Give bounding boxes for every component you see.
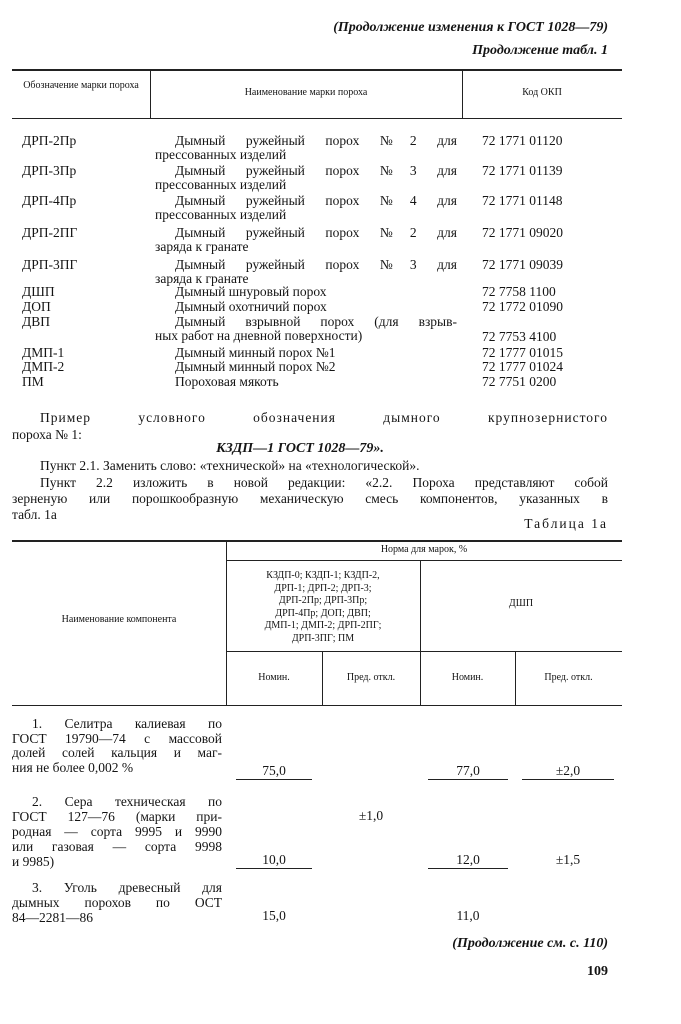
table-row-mark: ДВП [22, 314, 50, 329]
table-row-code: 72 1771 09039 [482, 257, 563, 272]
table-row-mark: ДРП-2Пр [22, 133, 77, 148]
table-row-name: Пороховая мякоть [175, 374, 279, 389]
header-norm: Норма для марок, % [380, 544, 468, 555]
table-row-code: 72 1777 01024 [482, 359, 563, 374]
table-row-code: 72 1771 01139 [482, 163, 563, 178]
header-group-1: КЗДП-0; КЗДП-1; КЗДП-2, ДРП-1; ДРП-2; ДРП-3; ДРП-2Пр; ДРП-3Пр; ДРП-4Пр; ДОП; ДВП; ДМП-1; ДМП-2; ДРП-2ПГ; ДРП-3ПГ; ПМ [264, 570, 382, 644]
component-row-3: 3. Уголь древесный для дымных порохов по ОСТ 84—2281—86 [12, 880, 222, 925]
table-row-mark: ДРП-4Пр [22, 193, 77, 208]
header-deviation-1: Пред. откл. [346, 672, 396, 683]
nominal-2-row-1: 77,0 [428, 763, 508, 780]
table-row-code: 72 1772 01090 [482, 299, 563, 314]
table-row-name: Дымный ружейный порох №2 для [175, 133, 457, 148]
component-row-1: 1. Селитра калиевая по ГОСТ 19790—74 с массовой долей солей кальция и маг- ния не более 0,002 % [12, 716, 222, 775]
table-row-mark: ДМП-1 [22, 345, 65, 360]
header-code: Код ОКП [522, 87, 562, 98]
table-row-name-cont: заряда к гранате [155, 271, 249, 286]
clause-2-2-line-3: табл. 1а [12, 507, 57, 522]
nominal-1-row-3: 15,0 [262, 908, 286, 923]
continued-note: (Продолжение см. с. 110) [452, 936, 608, 951]
table-row-name-cont: прессованных изделий [155, 207, 287, 222]
header-component: Наименование компонента [61, 614, 177, 625]
table-row-name-cont: прессованных изделий [155, 147, 287, 162]
table-row-name: Дымный охотничий порох [175, 299, 327, 314]
table-row-name-cont: прессованных изделий [155, 177, 287, 192]
deviation-2-row-2: ±1,5 [555, 852, 581, 867]
table-row-name: Дымный минный порох №1 [175, 345, 336, 360]
table-row-code: 72 1771 01148 [482, 193, 563, 208]
deviation-1-merged: ±1,0 [358, 808, 384, 823]
table-row-code: 72 7753 4100 [482, 329, 557, 344]
table-row-name: Дымный ружейный порох №2 для [175, 225, 457, 240]
header-designation: Обозначение марки пороха [23, 80, 139, 91]
nominal-1-row-1: 75,0 [236, 763, 312, 780]
clause-2-1: Пункт 2.1. Заменить слово: «технической» на «технологической». [40, 458, 420, 473]
table-row-name: Дымный ружейный порох №4 для [175, 193, 457, 208]
header-nominal-1: Номин. [258, 672, 290, 683]
table-row-code: 72 1771 01120 [482, 133, 563, 148]
nominal-1-row-2: 10,0 [236, 852, 312, 869]
table-row-mark: ДРП-3Пр [22, 163, 77, 178]
clause-2-2-line-1: Пункт 2.2 изложить в новой редакции: «2.2. Пороха представляют собой [40, 475, 608, 490]
table-continuation-label: Продолжение табл. 1 [472, 43, 608, 58]
table-row-name-cont: заряда к гранате [155, 239, 249, 254]
header-name: Наименование марки пороха [244, 87, 368, 98]
header-nominal-2: Номин. [451, 672, 484, 683]
table-row-mark: ДМП-2 [22, 359, 65, 374]
clause-2-2-line-2: зерненую или порошкообразную механическую смесь компонентов, указанных в [12, 491, 608, 506]
table-row-mark: ДОП [22, 299, 51, 314]
table-row-name: Дымный взрывной порох (для взрыв- [175, 314, 457, 329]
table-row-name: Дымный шнуровый порох [175, 284, 327, 299]
table-row-name: Дымный минный порох №2 [175, 359, 336, 374]
page-number: 109 [587, 964, 608, 979]
nominal-2-row-2: 12,0 [428, 852, 508, 869]
table-row-code: 72 7758 1100 [482, 284, 556, 299]
table-row-mark: ДРП-2ПГ [22, 225, 78, 240]
table-row-code: 72 1771 09020 [482, 225, 563, 240]
table-1a-label: Таблица 1а [524, 516, 608, 531]
component-row-2: 2. Сера техническая по ГОСТ 127—76 (марки при- родная — сорта 9995 и 9990 или газовая — сорта 9998 и 9985) [12, 794, 222, 869]
deviation-2-row-1: ±2,0 [522, 763, 614, 780]
table-row-mark: ДШП [22, 284, 55, 299]
designation-example: КЗДП—1 ГОСТ 1028—79». [216, 441, 384, 456]
header-deviation-2: Пред. откл. [544, 672, 593, 683]
example-line-1: Пример условного обозначения дымного крупнозернистого [40, 410, 608, 425]
example-line-2: пороха № 1: [12, 427, 82, 442]
table-row-name-cont: ных работ на дневной поверхности) [155, 328, 363, 343]
table-row-name: Дымный ружейный порох №3 для [175, 163, 457, 178]
nominal-2-row-3: 11,0 [456, 908, 480, 923]
table-row-mark: ДРП-3ПГ [22, 257, 78, 272]
table-row-code: 72 1777 01015 [482, 345, 563, 360]
continuation-header: (Продолжение изменения к ГОСТ 1028—79) [333, 20, 608, 35]
table-row-code: 72 7751 0200 [482, 374, 557, 389]
table-row-name: Дымный ружейный порох №3 для [175, 257, 457, 272]
table-row-mark: ПМ [22, 374, 44, 389]
header-group-2: ДШП [508, 598, 534, 609]
